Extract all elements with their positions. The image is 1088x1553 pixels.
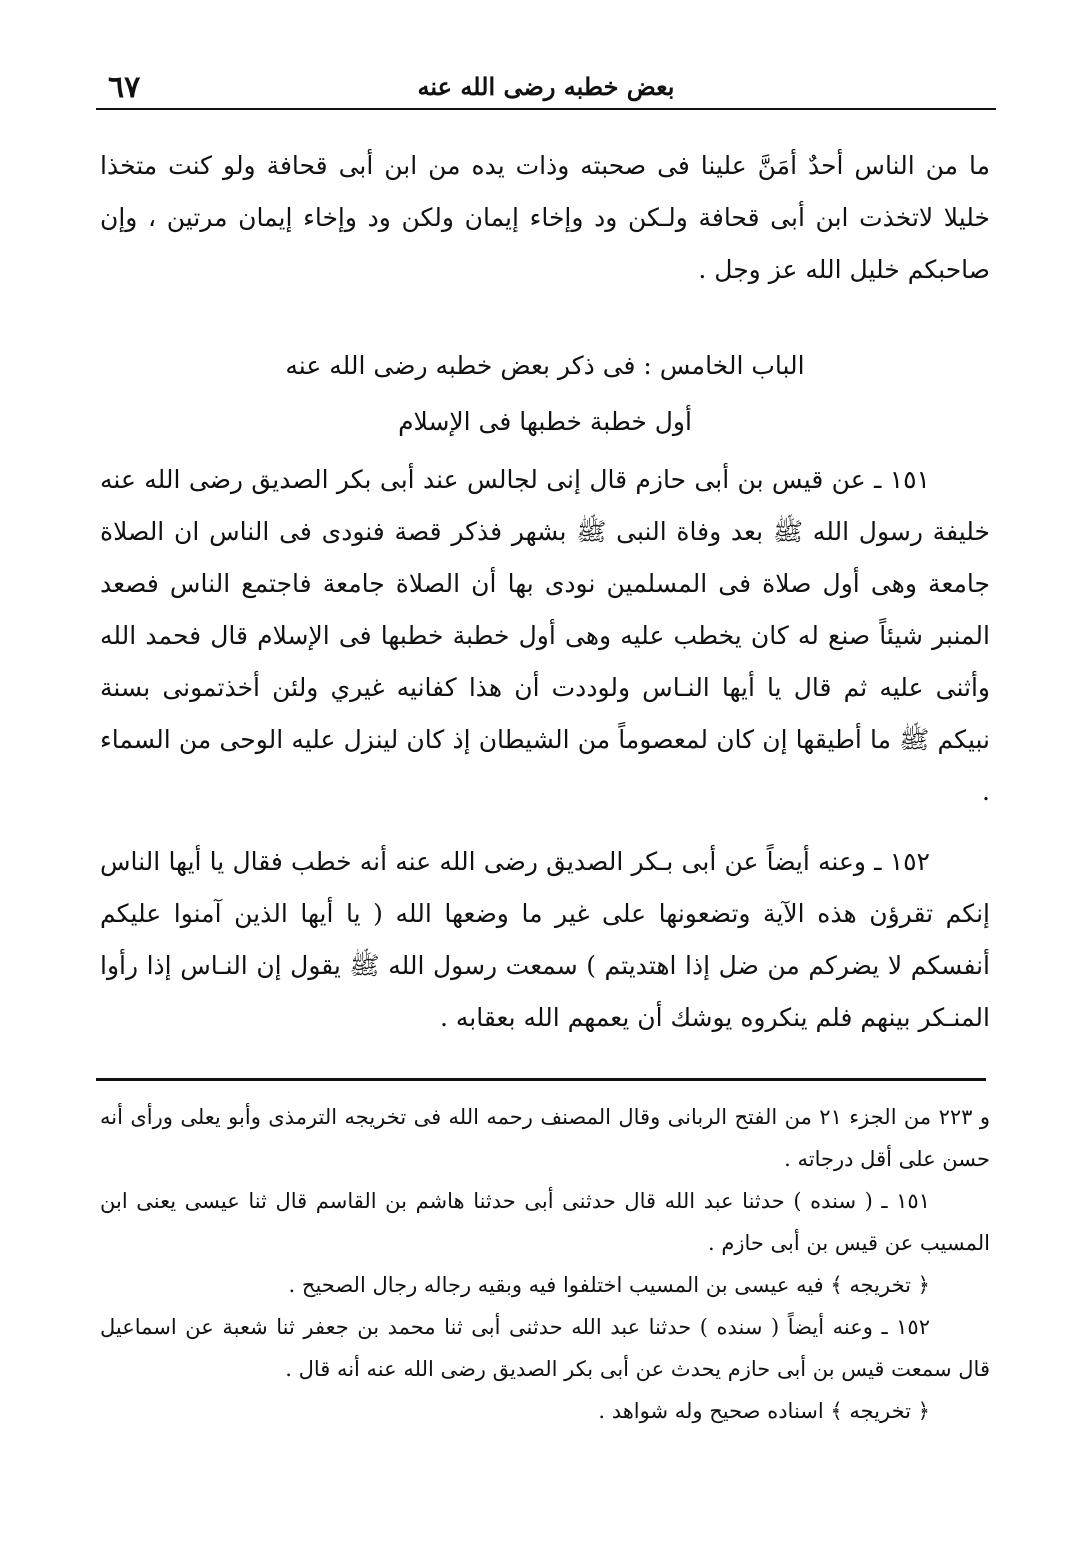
page-header: [96, 68, 996, 110]
running-title: بعض خطبه رضى الله عنه: [417, 72, 675, 101]
footnote-continuation: و ٢٢٣ من الجزء ٢١ من الفتح الربانى وقال المصنف رحمه الله فى تخريجه الترمذى وأبو يعلى ورأى أنه حسن على أقل درجاته .: [100, 1105, 990, 1171]
footnote-divider: [96, 1078, 986, 1081]
continuation-paragraph: ما من الناس أحدٌ أمَنَّ علينا فى صحبته وذات يده من ابن أبى قحافة ولو كنت متخذا خليلا لاتخذت ابن أبى قحافة ولـكن ود وإخاء إيمان ولكن ود وإخاء إيمان مرتين ، وإن صاحبكم خليل الله عز وجل .: [100, 151, 990, 284]
hadith-152: ١٥٢ ـ وعنه أيضاً عن أبى بـكر الصديق رضى الله عنه أنه خطب فقال يا أيها الناس إنكم تقرؤن هذه الآية وتضعونها على غير ما وضعها الله ( يا أيها الذين آمنوا عليكم أنفسكم لا يضركم من ضل إذا اهتديتم ) سمعت رسول الله ﷺ يقول إن النـاس إذا رأوا المنـكر بينهم فلم ينكروه يوشك أن يعمهم الله بعقابه .: [100, 847, 990, 1032]
main-text: [100, 140, 990, 1044]
footnote-151-takhrij: ﴿ تخريجه ﴾ فيه عيسى بن المسيب اختلفوا فيه وبقيه رجاله رجال الصحيح .: [288, 1273, 930, 1297]
hadith-151: ١٥١ ـ عن قيس بن أبى حازم قال إنى لجالس عند أبى بكر الصديق رضى الله عنه خليفة رسول الله ﷺ بعد وفاة النبى ﷺ بشهر فذكر قصة فنودى فى الناس ان الصلاة جامعة وهى أول صلاة فى المسلمين نودى بها أن الصلاة جامعة فاجتمع الناس فصعد المنبر شيئاً صنع له كان يخطب عليه وهى أول خطبة خطبها فى الإسلام قال فحمد الله وأثنى عليه ثم قال يا أيها النـاس ولوددت أن هذا كفانيه غيري ولئن أخذتمونى بسنة نبيكم ﷺ ما أطيقها إن كان لمعصوماً من الشيطان إذ كان لينزل عليه الوحى من السماء .: [100, 465, 990, 806]
footnotes: [100, 1096, 990, 1432]
footnote-152-takhrij: ﴿ تخريجه ﴾ اسناده صحيح وله شواهد .: [598, 1399, 930, 1423]
footnote-151-sanad: ١٥١ ـ ( سنده ) حدثنا عبد الله قال حدثنى أبى حدثنا هاشم بن القاسم قال ثنا عيسى يعنى ابن المسيب عن قيس بن أبى حازم .: [100, 1189, 990, 1255]
chapter-subtitle: أول خطبة خطبها فى الإسلام: [398, 407, 692, 436]
chapter-title: الباب الخامس : فى ذكر بعض خطبه رضى الله عنه: [285, 351, 805, 380]
page-number: ٦٧: [108, 70, 141, 105]
footnote-152-sanad: ١٥٢ ـ وعنه أيضاً ( سنده ) حدثنا عبد الله حدثنى أبى ثنا محمد بن جعفر ثنا شعبة عن اسماعيل قال سمعت قيس بن أبى حازم يحدث عن أبى بكر الصديق رضى الله عنه أنه قال .: [100, 1315, 990, 1381]
